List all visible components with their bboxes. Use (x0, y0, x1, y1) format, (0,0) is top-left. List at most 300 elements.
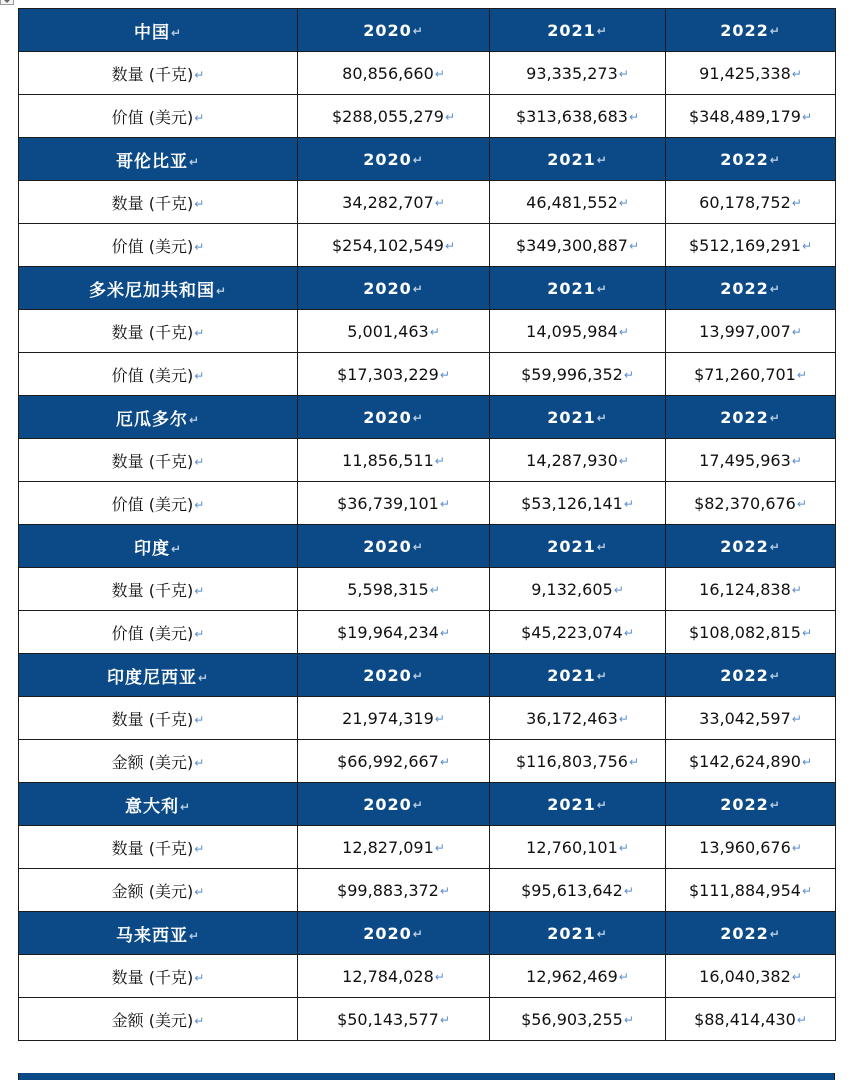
metric-label-cell[interactable] (19, 310, 298, 353)
metric-label: 数量 (千克) (111, 451, 194, 471)
year-header-cell[interactable] (666, 912, 836, 955)
country-header-row (19, 9, 836, 52)
metric-label: 数量 (千克) (111, 967, 194, 987)
value-cell[interactable] (666, 568, 836, 611)
return-arrow-icon: ↵ (623, 1012, 634, 1027)
country-header-row (19, 783, 836, 826)
return-arrow-icon: ↵ (194, 110, 205, 125)
return-arrow-icon: ↵ (769, 281, 781, 296)
return-arrow-icon: ↵ (618, 711, 629, 726)
country-name-cell[interactable] (19, 654, 298, 697)
return-arrow-icon: ↵ (623, 883, 634, 898)
year-label: 2021 (547, 278, 596, 298)
metric-label-cell[interactable] (19, 181, 298, 224)
return-arrow-icon: ↵ (791, 969, 802, 984)
return-arrow-icon: ↵ (194, 970, 205, 985)
table-row (19, 439, 836, 482)
cell-value: 34,282,707 (342, 192, 434, 212)
metric-label-cell[interactable] (19, 482, 298, 525)
metric-label-cell[interactable] (19, 439, 298, 482)
return-arrow-icon: ↵ (439, 496, 450, 511)
value-cell[interactable] (298, 353, 490, 396)
cell-value: 36,172,463 (526, 708, 618, 728)
year-header-cell[interactable] (298, 525, 490, 568)
return-arrow-icon: ↵ (796, 367, 807, 382)
return-arrow-icon: ↵ (194, 755, 205, 770)
cell-value: 46,481,552 (526, 192, 618, 212)
return-arrow-icon: ↵ (194, 583, 205, 598)
year-label: 2020 (363, 536, 412, 556)
cell-value: 5,598,315 (347, 579, 429, 599)
value-cell[interactable] (666, 998, 836, 1041)
return-arrow-icon: ↵ (188, 928, 201, 943)
table-row (19, 611, 836, 654)
next-section-header-edge (18, 1073, 835, 1080)
metric-label: 数量 (千克) (111, 64, 194, 84)
year-label: 2022 (720, 794, 769, 814)
return-arrow-icon: ↵ (439, 367, 450, 382)
year-header-cell[interactable] (666, 525, 836, 568)
return-arrow-icon: ↵ (623, 367, 634, 382)
value-cell[interactable] (490, 353, 666, 396)
cell-value: 93,335,273 (526, 63, 618, 83)
year-header-cell[interactable] (490, 654, 666, 697)
return-arrow-icon: ↵ (801, 625, 813, 640)
cell-value: 5,001,463 (347, 321, 429, 341)
return-arrow-icon: ↵ (194, 626, 205, 641)
cell-value: 13,997,007 (699, 321, 791, 341)
value-cell[interactable] (666, 611, 836, 654)
return-arrow-icon: ↵ (444, 109, 456, 124)
metric-label-cell[interactable] (19, 869, 298, 912)
cell-value: 33,042,597 (699, 708, 791, 728)
return-arrow-icon: ↵ (791, 840, 802, 855)
country-name-cell[interactable] (19, 525, 298, 568)
year-header-cell[interactable] (298, 138, 490, 181)
cell-value: $50,143,577 (337, 1009, 439, 1029)
country-header-row (19, 267, 836, 310)
return-arrow-icon: ↵ (623, 496, 634, 511)
return-arrow-icon: ↵ (769, 539, 781, 554)
return-arrow-icon: ↵ (439, 754, 450, 769)
cell-value: 14,095,984 (526, 321, 618, 341)
return-arrow-icon: ↵ (412, 539, 424, 554)
year-header-cell[interactable] (490, 912, 666, 955)
metric-label-cell[interactable] (19, 353, 298, 396)
year-header-cell[interactable] (666, 654, 836, 697)
return-arrow-icon: ↵ (412, 152, 424, 167)
metric-label: 数量 (千克) (111, 322, 194, 342)
table-row (19, 224, 836, 267)
value-cell[interactable] (490, 439, 666, 482)
cell-value: 12,784,028 (342, 966, 434, 986)
year-header-cell[interactable] (666, 396, 836, 439)
return-arrow-icon: ↵ (412, 410, 424, 425)
year-header-cell[interactable] (298, 267, 490, 310)
table-row (19, 310, 836, 353)
metric-label: 数量 (千克) (111, 193, 194, 213)
year-label: 2020 (363, 794, 412, 814)
return-arrow-icon: ↵ (596, 926, 608, 941)
cell-value: 16,040,382 (699, 966, 791, 986)
year-label: 2020 (363, 923, 412, 943)
return-arrow-icon: ↵ (623, 625, 634, 640)
country-name: 哥伦比亚 (115, 151, 188, 172)
return-arrow-icon: ↵ (628, 754, 640, 769)
year-label: 2021 (547, 407, 596, 427)
year-label: 2020 (363, 407, 412, 427)
country-name-cell[interactable] (19, 396, 298, 439)
table-row (19, 869, 836, 912)
cell-value: $36,739,101 (337, 493, 439, 513)
return-arrow-icon: ↵ (412, 797, 424, 812)
value-cell[interactable] (490, 568, 666, 611)
value-cell[interactable] (298, 826, 490, 869)
return-arrow-icon: ↵ (188, 154, 201, 169)
country-header-row (19, 654, 836, 697)
country-name: 中国 (133, 22, 170, 43)
country-header-row (19, 396, 836, 439)
year-label: 2022 (720, 407, 769, 427)
value-cell[interactable] (298, 52, 490, 95)
year-header-cell[interactable] (490, 267, 666, 310)
value-cell[interactable] (666, 52, 836, 95)
value-cell[interactable] (666, 697, 836, 740)
year-label: 2020 (363, 278, 412, 298)
metric-label-cell[interactable] (19, 52, 298, 95)
value-cell[interactable] (298, 998, 490, 1041)
table-row (19, 740, 836, 783)
return-arrow-icon: ↵ (434, 66, 445, 81)
year-header-cell[interactable] (666, 9, 836, 52)
value-cell[interactable] (298, 224, 490, 267)
value-cell[interactable] (490, 95, 666, 138)
return-arrow-icon: ↵ (596, 410, 608, 425)
table-row (19, 482, 836, 525)
year-label: 2020 (363, 20, 412, 40)
metric-label-cell[interactable] (19, 826, 298, 869)
cell-value: $349,300,887 (515, 235, 628, 255)
cell-value: $288,055,279 (331, 106, 444, 126)
year-header-cell[interactable] (490, 396, 666, 439)
return-arrow-icon: ↵ (618, 453, 629, 468)
return-arrow-icon: ↵ (791, 711, 802, 726)
return-arrow-icon: ↵ (194, 841, 205, 856)
return-arrow-icon: ↵ (194, 67, 205, 82)
value-cell[interactable] (666, 439, 836, 482)
year-label: 2021 (547, 536, 596, 556)
cell-value: 13,960,676 (699, 837, 791, 857)
cell-value: 60,178,752 (699, 192, 791, 212)
value-cell[interactable] (490, 869, 666, 912)
value-cell[interactable] (490, 482, 666, 525)
cell-value: $111,884,954 (688, 880, 801, 900)
value-cell[interactable] (490, 998, 666, 1041)
year-header-cell[interactable] (298, 912, 490, 955)
cell-value: 12,962,469 (526, 966, 618, 986)
cell-value: 12,827,091 (342, 837, 434, 857)
return-arrow-icon: ↵ (194, 497, 205, 512)
return-arrow-icon: ↵ (801, 238, 813, 253)
return-arrow-icon: ↵ (434, 453, 445, 468)
value-cell[interactable] (490, 740, 666, 783)
value-cell[interactable] (298, 310, 490, 353)
cell-value: $313,638,683 (515, 106, 628, 126)
value-cell[interactable] (298, 869, 490, 912)
country-name-cell[interactable] (19, 783, 298, 826)
return-arrow-icon: ↵ (596, 539, 608, 554)
return-arrow-icon: ↵ (618, 195, 629, 210)
return-arrow-icon: ↵ (194, 325, 205, 340)
cell-value: $71,260,701 (694, 364, 796, 384)
cell-value: 12,760,101 (526, 837, 618, 857)
cell-value: $53,126,141 (521, 493, 623, 513)
country-name: 印度 (133, 538, 170, 559)
metric-label: 金额 (美元) (111, 881, 194, 901)
value-cell[interactable] (666, 955, 836, 998)
year-label: 2022 (720, 665, 769, 685)
table-row (19, 52, 836, 95)
metric-label: 价值 (美元) (111, 107, 194, 127)
year-header-cell[interactable] (490, 525, 666, 568)
return-arrow-icon: ↵ (769, 152, 781, 167)
return-arrow-icon: ↵ (596, 281, 608, 296)
return-arrow-icon: ↵ (439, 625, 450, 640)
cell-value: $59,996,352 (521, 364, 623, 384)
value-cell[interactable] (666, 310, 836, 353)
metric-label-cell[interactable] (19, 697, 298, 740)
return-arrow-icon: ↵ (796, 496, 807, 511)
return-arrow-icon: ↵ (412, 281, 424, 296)
return-arrow-icon: ↵ (412, 926, 424, 941)
year-header-cell[interactable] (298, 396, 490, 439)
return-arrow-icon: ↵ (628, 238, 640, 253)
table-row (19, 95, 836, 138)
metric-label-cell[interactable] (19, 95, 298, 138)
cell-value: 80,856,660 (342, 63, 434, 83)
return-arrow-icon: ↵ (179, 799, 192, 814)
value-cell[interactable] (666, 740, 836, 783)
table-row (19, 697, 836, 740)
year-header-cell[interactable] (666, 138, 836, 181)
return-arrow-icon: ↵ (618, 324, 629, 339)
year-label: 2021 (547, 665, 596, 685)
return-arrow-icon: ↵ (434, 195, 445, 210)
return-arrow-icon: ↵ (439, 1012, 450, 1027)
cell-value: $66,992,667 (337, 751, 439, 771)
cell-value: $56,903,255 (521, 1009, 623, 1029)
year-header-cell[interactable] (490, 138, 666, 181)
table-row (19, 955, 836, 998)
cell-value: 17,495,963 (699, 450, 791, 470)
metric-label: 数量 (千克) (111, 580, 194, 600)
metric-label-cell[interactable] (19, 955, 298, 998)
table-row (19, 568, 836, 611)
return-arrow-icon: ↵ (791, 66, 802, 81)
value-cell[interactable] (298, 95, 490, 138)
return-arrow-icon: ↵ (412, 668, 424, 683)
return-arrow-icon: ↵ (170, 25, 183, 40)
metric-label: 价值 (美元) (111, 494, 194, 514)
metric-label-cell[interactable] (19, 998, 298, 1041)
cell-value: 21,974,319 (342, 708, 434, 728)
year-header-cell[interactable] (298, 9, 490, 52)
cell-value: $95,613,642 (521, 880, 623, 900)
return-arrow-icon: ↵ (434, 969, 445, 984)
return-arrow-icon: ↵ (618, 840, 629, 855)
year-label: 2022 (720, 278, 769, 298)
return-arrow-icon: ↵ (194, 239, 205, 254)
metric-label-cell[interactable] (19, 568, 298, 611)
cell-value: 9,132,605 (531, 579, 613, 599)
metric-label-cell[interactable] (19, 611, 298, 654)
value-cell[interactable] (298, 955, 490, 998)
table-row (19, 181, 836, 224)
metric-label: 价值 (美元) (111, 365, 194, 385)
metric-label-cell[interactable] (19, 740, 298, 783)
year-label: 2020 (363, 149, 412, 169)
import-data-table (18, 8, 836, 1041)
return-arrow-icon: ↵ (596, 23, 608, 38)
country-name: 马来西亚 (115, 925, 188, 946)
value-cell[interactable] (666, 482, 836, 525)
cell-value: 16,124,838 (699, 579, 791, 599)
return-arrow-icon: ↵ (429, 324, 440, 339)
return-arrow-icon: ↵ (801, 109, 813, 124)
country-name: 印度尼西亚 (106, 667, 197, 688)
value-cell[interactable] (666, 181, 836, 224)
year-header-cell[interactable] (298, 654, 490, 697)
year-header-cell[interactable] (666, 783, 836, 826)
cell-value: $99,883,372 (337, 880, 439, 900)
value-cell[interactable] (490, 697, 666, 740)
value-cell[interactable] (298, 482, 490, 525)
cell-value: $17,303,229 (337, 364, 439, 384)
cell-value: $348,489,179 (688, 106, 801, 126)
year-header-cell[interactable] (490, 783, 666, 826)
return-arrow-icon: ↵ (628, 109, 640, 124)
cell-value: 91,425,338 (699, 63, 791, 83)
table-move-handle-icon[interactable] (0, 0, 14, 5)
return-arrow-icon: ↵ (801, 883, 813, 898)
value-cell[interactable] (490, 826, 666, 869)
return-arrow-icon: ↵ (791, 195, 802, 210)
return-arrow-icon: ↵ (194, 712, 205, 727)
return-arrow-icon: ↵ (194, 884, 205, 899)
metric-label: 价值 (美元) (111, 623, 194, 643)
value-cell[interactable] (298, 568, 490, 611)
table-row (19, 353, 836, 396)
return-arrow-icon: ↵ (801, 754, 813, 769)
return-arrow-icon: ↵ (188, 412, 201, 427)
country-header-row (19, 912, 836, 955)
return-arrow-icon: ↵ (596, 797, 608, 812)
return-arrow-icon: ↵ (769, 797, 781, 812)
return-arrow-icon: ↵ (194, 1013, 205, 1028)
cell-value: $142,624,890 (688, 751, 801, 771)
year-label: 2020 (363, 665, 412, 685)
metric-label-cell[interactable] (19, 224, 298, 267)
value-cell[interactable] (666, 826, 836, 869)
year-label: 2021 (547, 149, 596, 169)
value-cell[interactable] (490, 955, 666, 998)
country-name-cell[interactable] (19, 912, 298, 955)
country-name-cell[interactable] (19, 267, 298, 310)
value-cell[interactable] (298, 181, 490, 224)
country-header-row (19, 525, 836, 568)
return-arrow-icon: ↵ (769, 926, 781, 941)
value-cell[interactable] (490, 224, 666, 267)
value-cell[interactable] (298, 439, 490, 482)
value-cell[interactable] (298, 697, 490, 740)
return-arrow-icon: ↵ (769, 410, 781, 425)
cell-value: $254,102,549 (331, 235, 444, 255)
year-label: 2022 (720, 149, 769, 169)
value-cell[interactable] (490, 310, 666, 353)
year-header-cell[interactable] (490, 9, 666, 52)
metric-label: 价值 (美元) (111, 236, 194, 256)
return-arrow-icon: ↵ (429, 582, 440, 597)
year-header-cell[interactable] (666, 267, 836, 310)
return-arrow-icon: ↵ (769, 23, 781, 38)
return-arrow-icon: ↵ (791, 324, 802, 339)
return-arrow-icon: ↵ (215, 283, 228, 298)
cell-value: $512,169,291 (688, 235, 801, 255)
value-cell[interactable] (298, 740, 490, 783)
cell-value: $45,223,074 (521, 622, 623, 642)
return-arrow-icon: ↵ (434, 840, 445, 855)
country-name-cell[interactable] (19, 9, 298, 52)
return-arrow-icon: ↵ (613, 582, 624, 597)
return-arrow-icon: ↵ (618, 66, 629, 81)
country-header-row (19, 138, 836, 181)
return-arrow-icon: ↵ (194, 454, 205, 469)
year-label: 2022 (720, 536, 769, 556)
cell-value: $19,964,234 (337, 622, 439, 642)
metric-label: 金额 (美元) (111, 752, 194, 772)
return-arrow-icon: ↵ (791, 453, 802, 468)
value-cell[interactable] (666, 224, 836, 267)
country-name-cell[interactable] (19, 138, 298, 181)
value-cell[interactable] (298, 611, 490, 654)
value-cell[interactable] (666, 95, 836, 138)
metric-label: 金额 (美元) (111, 1010, 194, 1030)
cell-value: 14,287,930 (526, 450, 618, 470)
value-cell[interactable] (490, 52, 666, 95)
value-cell[interactable] (666, 353, 836, 396)
cell-value: $82,370,676 (694, 493, 796, 513)
table-row (19, 826, 836, 869)
year-label: 2021 (547, 794, 596, 814)
return-arrow-icon: ↵ (434, 711, 445, 726)
country-name: 多米尼加共和国 (88, 280, 215, 301)
return-arrow-icon: ↵ (170, 541, 183, 556)
country-name: 厄瓜多尔 (115, 409, 188, 430)
year-label: 2021 (547, 20, 596, 40)
metric-label: 数量 (千克) (111, 709, 194, 729)
return-arrow-icon: ↵ (194, 368, 205, 383)
cell-value: $108,082,815 (688, 622, 801, 642)
return-arrow-icon: ↵ (194, 196, 205, 211)
return-arrow-icon: ↵ (618, 969, 629, 984)
table-row (19, 998, 836, 1041)
metric-label: 数量 (千克) (111, 838, 194, 858)
value-cell[interactable] (490, 181, 666, 224)
value-cell[interactable] (490, 611, 666, 654)
country-name: 意大利 (124, 796, 179, 817)
value-cell[interactable] (666, 869, 836, 912)
year-header-cell[interactable] (298, 783, 490, 826)
